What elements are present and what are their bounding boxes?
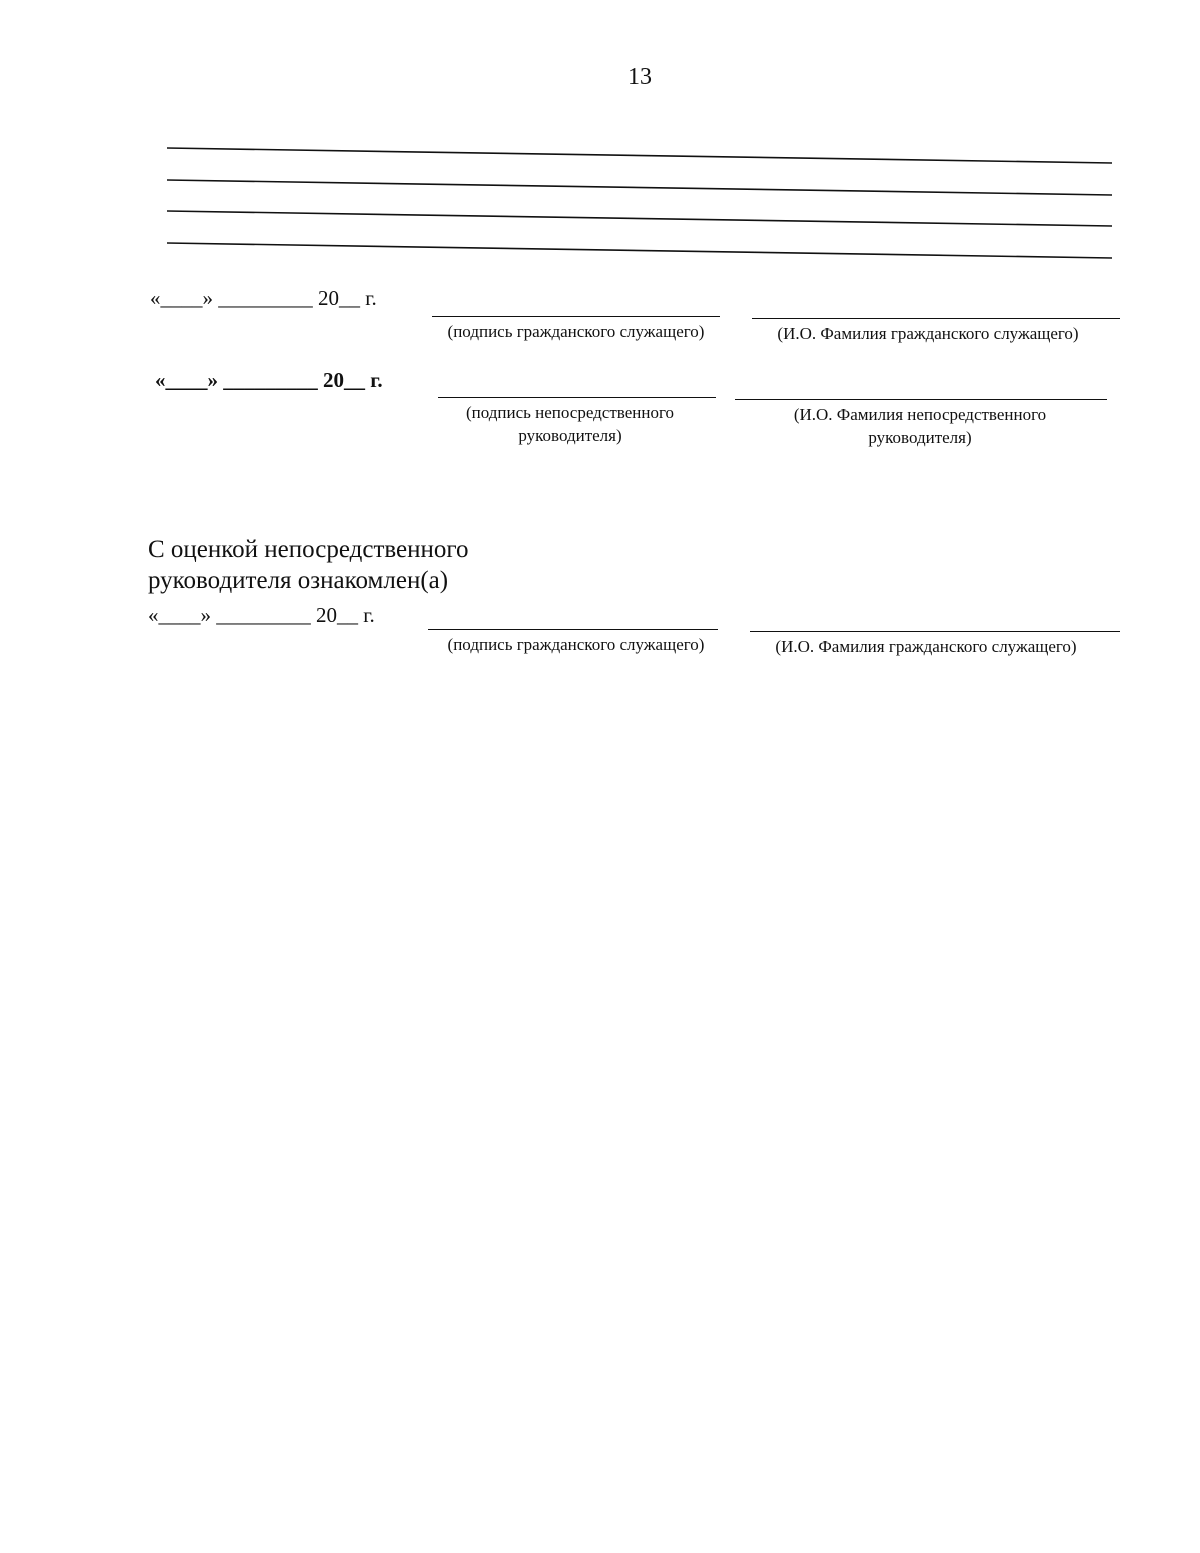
signature-caption: (подпись гражданского служащего) — [447, 635, 705, 654]
blank-line — [167, 243, 1112, 258]
name-caption: (И.О. Фамилия гражданского служащего) — [775, 637, 1077, 656]
acquaintance-line-2: руководителя ознакомлен(а) — [148, 567, 449, 594]
name-caption: (И.О. Фамилия гражданского служащего) — [777, 324, 1079, 343]
blank-line — [167, 211, 1112, 226]
date-field: «____» _________ 20__ г. — [148, 603, 375, 627]
date-field: «____» _________ 20__ г. — [150, 286, 377, 310]
signature-line — [438, 397, 716, 398]
acquaintance-line-1: С оценкой непосредственного — [148, 536, 469, 563]
date-field: «____» _________ 20__ г. — [155, 368, 383, 392]
name-line — [735, 399, 1107, 400]
blank-lines — [0, 0, 1200, 300]
name-line — [752, 318, 1120, 319]
name-line — [750, 631, 1120, 632]
page-number: 13 — [628, 64, 652, 90]
signature-caption: (подпись непосредственного руководителя) — [465, 403, 675, 445]
blank-line — [167, 180, 1112, 195]
name-caption: (И.О. Фамилия непосредственного руководителя) — [793, 405, 1047, 447]
signature-line — [428, 629, 718, 630]
signature-line — [432, 316, 720, 317]
signature-caption: (подпись гражданского служащего) — [447, 322, 705, 341]
blank-line — [167, 148, 1112, 163]
